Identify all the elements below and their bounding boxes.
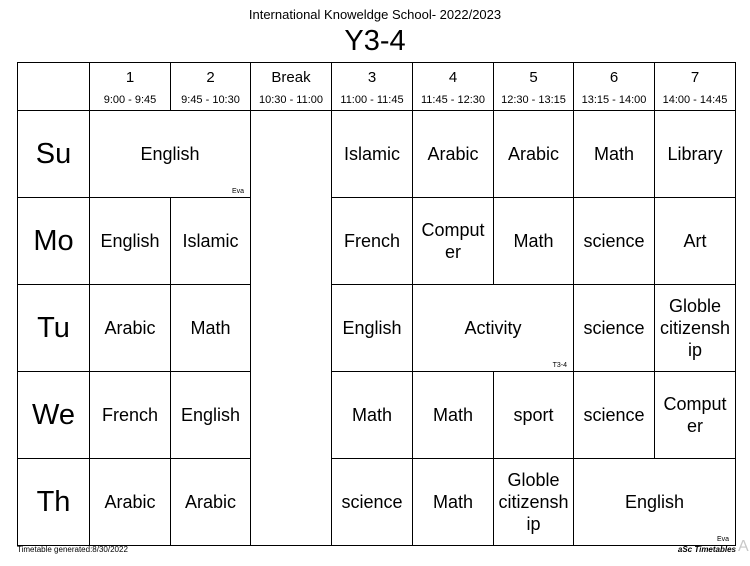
subject: English [180, 405, 241, 425]
day-row-tu [18, 285, 736, 372]
watermark-a-icon: A [738, 538, 749, 555]
subject: sport [513, 405, 554, 425]
lesson-cell [90, 198, 171, 285]
subject: science [583, 405, 645, 425]
lesson-cell [90, 372, 171, 459]
lesson-cell [171, 372, 251, 459]
brand-label: aSc Timetables [677, 545, 736, 554]
teacher-note: Eva [716, 536, 729, 543]
lesson-cell [574, 459, 736, 546]
subject: Math [351, 405, 393, 425]
school-title: International Knoweldge School- 2022/2023 [248, 7, 502, 22]
subject: Comput er [663, 394, 727, 436]
subject: Math [190, 318, 231, 338]
lesson-cell [413, 111, 494, 198]
subject: English [342, 318, 402, 338]
lesson-cell [655, 372, 736, 459]
day-row-th [18, 459, 736, 546]
header-row [18, 63, 736, 111]
period-header [413, 63, 494, 111]
subject: science [341, 492, 403, 512]
break-column [251, 111, 332, 546]
day-label: Su [18, 111, 90, 198]
subject: French [101, 405, 159, 425]
period-time: 11:00 - 11:45 [340, 93, 404, 106]
lesson-cell [171, 198, 251, 285]
period-number: 6 [609, 68, 619, 86]
subject: science [583, 318, 645, 338]
lesson-cell [574, 111, 655, 198]
subject: Globle citizensh ip [498, 470, 569, 534]
lesson-cell [655, 285, 736, 372]
lesson-cell [574, 198, 655, 285]
lesson-cell [574, 285, 655, 372]
period-number: 2 [206, 68, 215, 86]
group-note: T3-4 [552, 362, 567, 369]
period-header [655, 63, 736, 111]
lesson-cell [655, 198, 736, 285]
lesson-cell [494, 372, 574, 459]
lesson-cell [171, 285, 251, 372]
period-time: 10:30 - 11:00 [258, 93, 323, 106]
break-header [251, 63, 332, 111]
subject: Arabic [104, 492, 156, 512]
lesson-cell [413, 372, 494, 459]
lesson-cell [494, 198, 574, 285]
subject: English [140, 144, 200, 164]
day-label: Tu [18, 285, 90, 372]
period-number: 5 [529, 68, 538, 86]
lesson-cell [574, 372, 655, 459]
lesson-cell [90, 285, 171, 372]
lesson-cell [332, 198, 413, 285]
lesson-cell [332, 372, 413, 459]
period-number: 4 [448, 68, 458, 86]
lesson-cell [332, 459, 413, 546]
subject: Math [513, 231, 554, 251]
period-header [494, 63, 574, 111]
period-time: 14:00 - 14:45 [662, 93, 728, 106]
lesson-cell [171, 459, 251, 546]
period-header [90, 63, 171, 111]
lesson-cell [332, 111, 413, 198]
period-time: 11:45 - 12:30 [420, 93, 485, 106]
period-time: 9:45 - 10:30 [181, 93, 240, 106]
subject: Islamic [182, 231, 239, 251]
day-label: Mo [18, 198, 90, 285]
subject: Math [432, 405, 474, 425]
generated-date: Timetable generated:8/30/2022 [17, 545, 128, 554]
subject: Globle citizensh ip [659, 296, 731, 360]
lesson-cell [90, 111, 251, 198]
period-time: 12:30 - 13:15 [501, 93, 566, 106]
subject: Math [432, 492, 474, 512]
subject: Comput er [421, 220, 485, 262]
period-header [171, 63, 251, 111]
subject: Art [683, 231, 707, 251]
subject: French [343, 231, 401, 251]
period-number: 1 [125, 68, 135, 86]
subject: English [624, 492, 685, 512]
break-label: Break [271, 68, 311, 86]
class-title: Y3-4 [344, 25, 406, 57]
subject: Islamic [343, 144, 400, 164]
period-header [332, 63, 413, 111]
subject: Arabic [104, 318, 156, 338]
subject: Arabic [427, 144, 479, 164]
period-time: 9:00 - 9:45 [103, 93, 157, 106]
period-number: 7 [690, 68, 700, 86]
lesson-cell [655, 111, 736, 198]
subject: Library [667, 144, 723, 164]
subject: Arabic [184, 492, 237, 512]
corner-cell [18, 63, 90, 111]
day-row-we [18, 372, 736, 459]
lesson-cell [90, 459, 171, 546]
period-time: 13:15 - 14:00 [581, 93, 647, 106]
lesson-cell [413, 285, 574, 372]
lesson-cell [413, 198, 494, 285]
timetable [17, 62, 736, 546]
day-row-mo [18, 198, 736, 285]
lesson-cell [413, 459, 494, 546]
lesson-cell [494, 459, 574, 546]
period-header [574, 63, 655, 111]
lesson-cell [332, 285, 413, 372]
subject: Arabic [507, 144, 560, 164]
subject: English [100, 231, 160, 251]
teacher-note: Eva [231, 188, 244, 195]
period-number: 3 [367, 68, 377, 86]
subject: Activity [464, 318, 522, 338]
day-row-su [18, 111, 736, 198]
subject: science [583, 231, 645, 251]
subject: Math [593, 144, 635, 164]
lesson-cell [494, 111, 574, 198]
day-label: We [18, 372, 90, 459]
day-label: Th [18, 459, 90, 546]
